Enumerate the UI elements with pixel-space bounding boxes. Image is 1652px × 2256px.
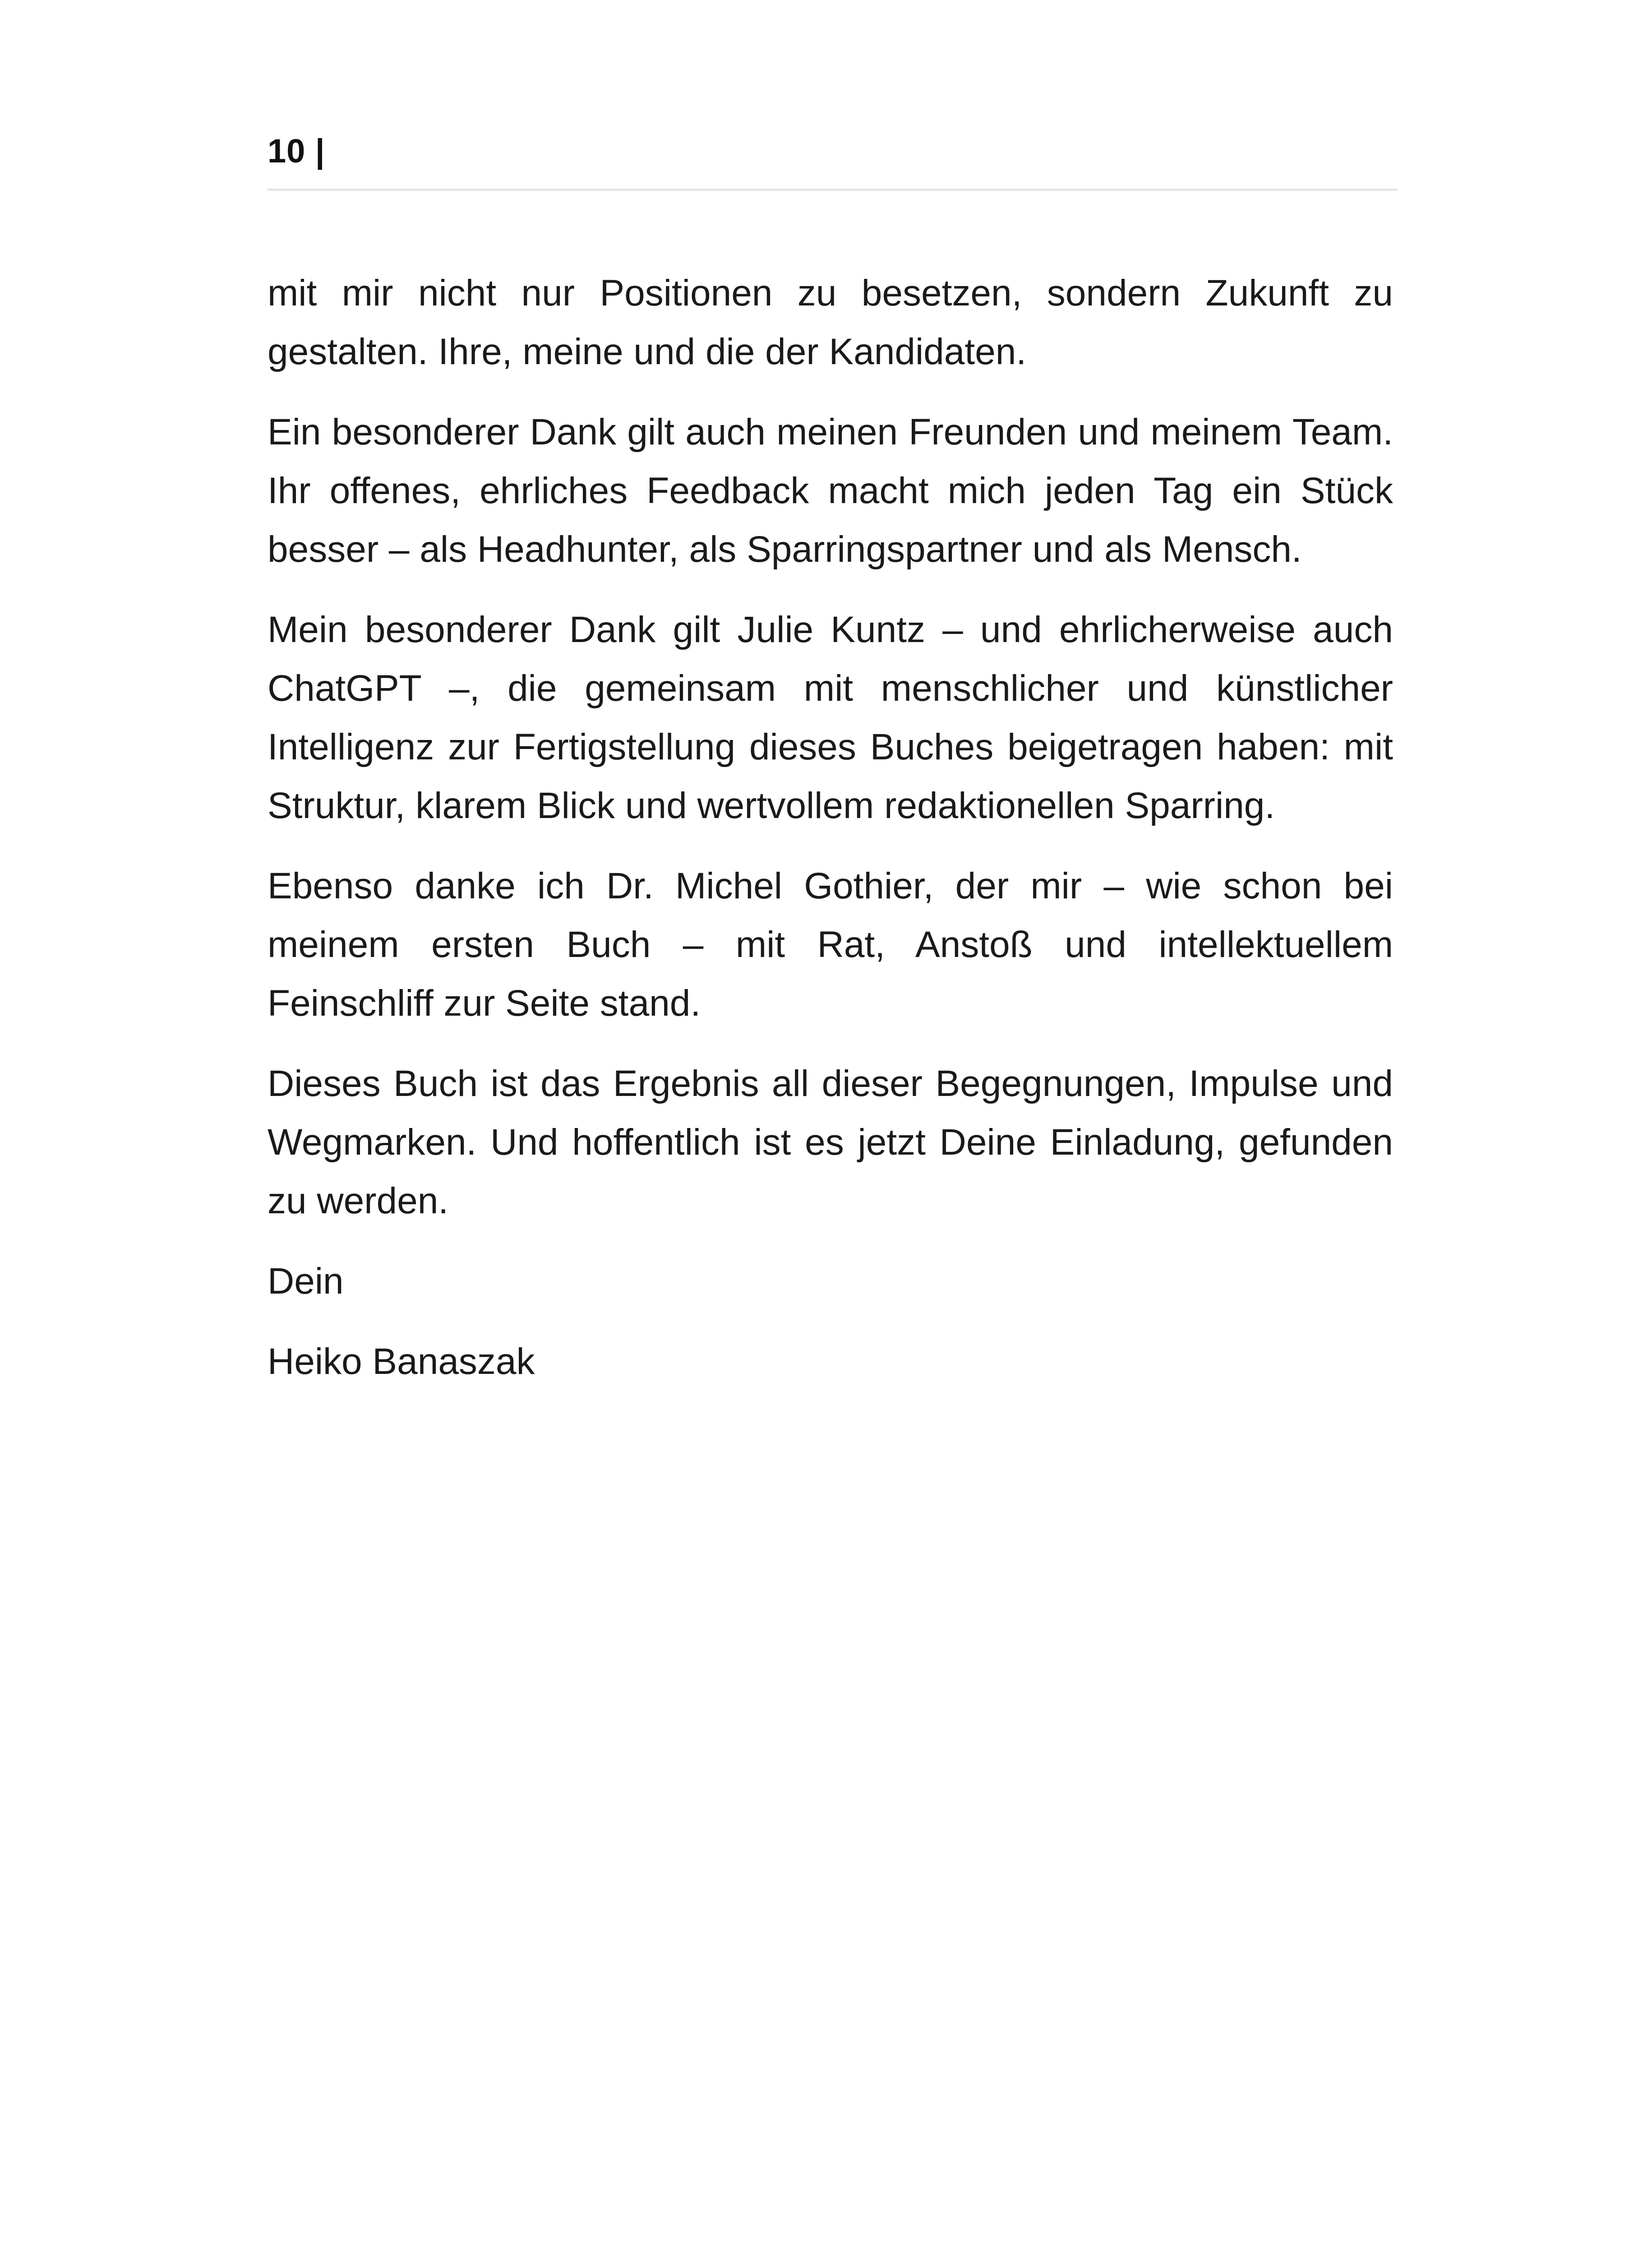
author-signature: Heiko Banaszak [268, 1341, 535, 1382]
page-header [268, 134, 1398, 191]
page-body [268, 264, 1393, 1413]
body-paragraph: Ein besonderer Dank gilt auch meinen Freunden und meinem Team. Ihr offenes, ehrliches Feedback macht mich jeden Tag ein Stück besser – als Headhunter, als Sparringspartner und als Mensch. [268, 411, 1393, 570]
body-paragraph: Ebenso danke ich Dr. Michel Gothier, der mir – wie schon bei meinem ersten Buch – mit Rat, Anstoß und intellektuellem Feinschliff zur Seite stand. [268, 865, 1393, 1024]
body-paragraph: mit mir nicht nur Positionen zu besetzen, sondern Zukunft zu gestalten. Ihre, meine und die der Kandidaten. [268, 273, 1393, 372]
body-paragraph: Dieses Buch ist das Ergebnis all dieser Begegnungen, Impulse und Wegmarken. Und hoffentlich ist es jetzt Deine Einladung, gefunden zu werden. [268, 1063, 1393, 1221]
closing-salutation: Dein [268, 1261, 344, 1302]
page-number: 10 | [268, 132, 325, 170]
body-paragraph: Mein besonderer Dank gilt Julie Kuntz – und ehrlicherweise auch ChatGPT –, die gemeinsam mit menschlicher und künstlicher Intelligenz zur Fertigstellung dieses Buches beigetragen haben: mit Struktur, klarem Blick und wertvollem redaktionellen Sparring. [268, 609, 1393, 826]
